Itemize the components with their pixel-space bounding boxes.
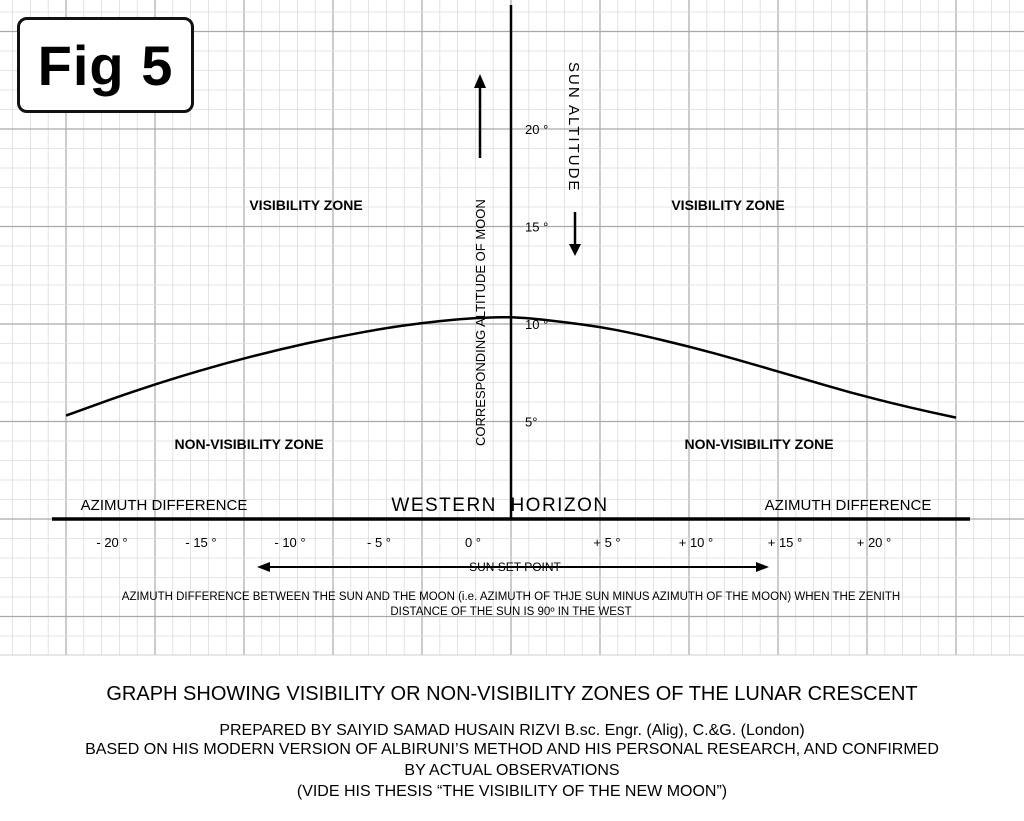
x-tick-label: + 5 ° <box>593 535 621 550</box>
x-axis-label-left: AZIMUTH DIFFERENCE <box>80 497 248 514</box>
western-horizon-label: WESTERN HORIZON <box>391 495 609 516</box>
x-tick-label: - 10 ° <box>274 535 306 550</box>
caption-title: GRAPH SHOWING VISIBILITY OR NON-VISIBILITY ZONES OF THE LUNAR CRESCENT <box>106 683 918 705</box>
x-tick-label: + 20 ° <box>856 535 892 550</box>
caption-line-3: BY ACTUAL OBSERVATIONS <box>404 762 620 779</box>
zone-label-lower-left: NON-VISIBILITY ZONE <box>174 436 324 452</box>
caption-line-2: BASED ON HIS MODERN VERSION OF ALBIRUNI’S METHOD AND HIS PERSONAL RESEARCH, AND CONFIRMED <box>85 741 939 758</box>
sun-altitude-label: SUN ALTITUDE <box>565 62 582 193</box>
figure-label: Fig 5 <box>37 33 174 97</box>
x-tick-label: + 10 ° <box>678 535 714 550</box>
note-line-1: AZIMUTH DIFFERENCE BETWEEN THE SUN AND THE MOON (i.e. AZIMUTH OF THJE SUN MINUS AZIMUTH OF THE MOON) WHEN THE ZENITH <box>121 591 901 603</box>
zone-label-upper-right: VISIBILITY ZONE <box>671 197 785 213</box>
y-tick-label: 5° <box>525 414 538 430</box>
zone-label-lower-right: NON-VISIBILITY ZONE <box>684 436 834 452</box>
x-tick-label: - 20 ° <box>96 535 128 550</box>
x-tick-label: - 15 ° <box>185 535 217 550</box>
y-tick-label: 20 ° <box>525 122 549 137</box>
zone-label-upper-left: VISIBILITY ZONE <box>249 197 363 213</box>
y-axis-title: CORRESPONDING ALTITUDE OF MOON <box>473 199 488 446</box>
y-tick-label: 15 ° <box>525 219 549 235</box>
x-tick-labels <box>96 535 891 550</box>
x-axis-label-right: AZIMUTH DIFFERENCE <box>764 497 932 514</box>
x-tick-label: 0 ° <box>464 535 482 550</box>
down-arrow-icon <box>569 212 581 256</box>
x-tick-label: + 15 ° <box>767 535 803 550</box>
x-tick-label: - 5 ° <box>367 535 391 550</box>
caption-line-1: PREPARED BY SAIYID SAMAD HUSAIN RIZVI B.sc. Engr. (Alig), C.&G. (London) <box>219 722 805 739</box>
sunset-point-label: SUN SET POINT <box>469 560 561 574</box>
caption-line-4: (VIDE HIS THESIS “THE VISIBILITY OF THE NEW MOON”) <box>296 783 728 800</box>
figure-label-box <box>17 17 194 113</box>
note-line-2: DISTANCE OF THE SUN IS 90º IN THE WEST <box>390 606 632 618</box>
y-tick-label: 10 ° <box>525 317 549 332</box>
